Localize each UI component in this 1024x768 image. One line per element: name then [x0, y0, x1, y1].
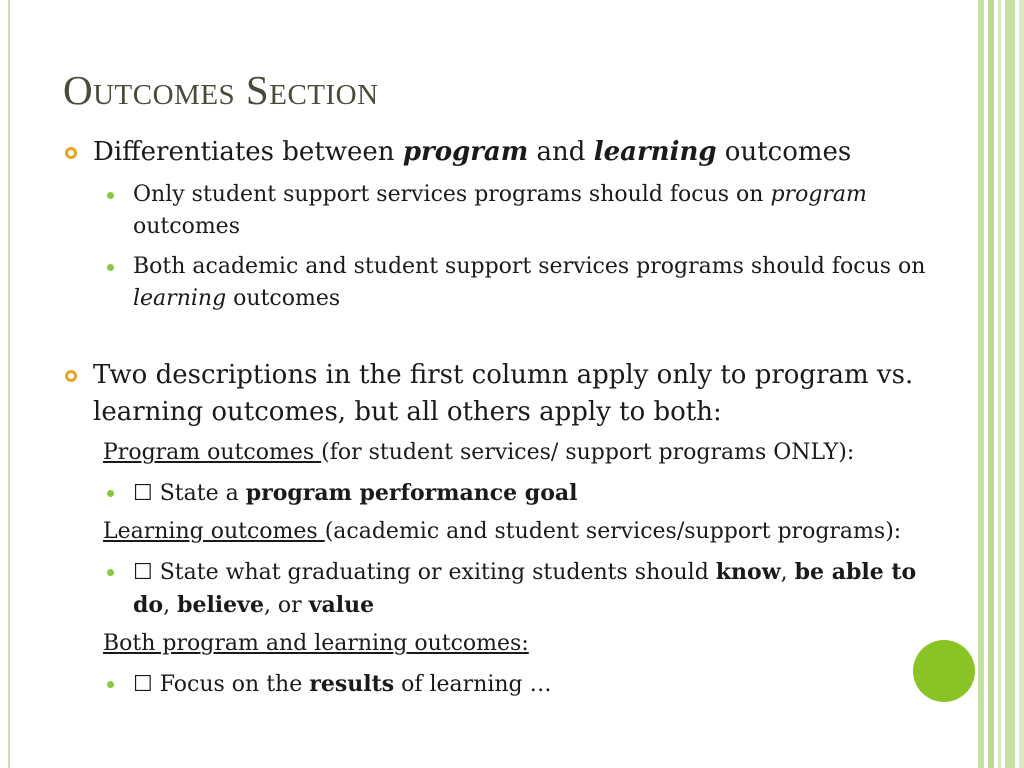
item-text: of learning …: [394, 672, 552, 697]
bullet-text: outcomes: [716, 137, 852, 167]
stripe: [1019, 0, 1024, 768]
checkbox-icon: ☐: [133, 672, 153, 697]
checkbox-icon: ☐: [133, 481, 153, 506]
slide-body: [63, 134, 943, 701]
learning-outcomes-label: Learning outcomes: [103, 519, 325, 544]
item-text: State a: [152, 481, 246, 506]
bold-program-performance-goal: program performance goal: [245, 480, 578, 506]
checkbox-icon: ☐: [133, 560, 153, 585]
program-outcomes-label: Program outcomes: [103, 440, 322, 465]
ring-bullet-icon: [65, 370, 77, 382]
dot-bullet-icon: [107, 681, 114, 688]
bullet-text: Two descriptions in the first column apply only to program vs. learning outcomes, but all others apply to both:: [93, 360, 914, 427]
emphasis-learning: learning: [593, 137, 717, 167]
dot-bullet-icon: [107, 569, 114, 576]
item-text: , or: [263, 593, 309, 618]
sub-bullet-program-only: [63, 179, 943, 243]
sub-bullet-text: outcomes: [133, 214, 240, 239]
ring-bullet-icon: [65, 147, 77, 159]
slide-title: Outcomes Section: [63, 67, 379, 113]
stripe: [1005, 0, 1015, 768]
green-circle-decoration: [913, 640, 975, 702]
left-border-line: [8, 0, 10, 768]
emphasis-program: program: [402, 137, 529, 167]
sub-bullet-text: Both academic and student support services programs should focus on: [133, 254, 926, 279]
both-outcomes-label: Both program and learning outcomes:: [103, 631, 529, 656]
bullet-two-descriptions: [63, 357, 943, 431]
dot-bullet-icon: [107, 192, 114, 199]
dot-bullet-icon: [107, 264, 114, 271]
bold-value: value: [308, 592, 375, 618]
bold-know: know: [715, 559, 781, 585]
both-outcomes-heading: [63, 628, 943, 660]
stripe: [978, 0, 984, 768]
bullet-text: Differentiates between: [93, 137, 403, 167]
item-text: ,: [780, 560, 795, 585]
bullet-differentiates: [63, 134, 943, 171]
program-outcomes-item: [63, 477, 943, 510]
sub-bullet-text: outcomes: [226, 286, 341, 311]
stripe: [998, 0, 1001, 768]
emphasis-program: program: [770, 182, 867, 207]
stripe: [988, 0, 994, 768]
learning-outcomes-heading: [63, 516, 943, 548]
right-stripe-decoration: [978, 0, 1024, 768]
sub-bullet-text: Only student support services programs should focus on: [133, 182, 771, 207]
sub-bullet-learning-both: [63, 251, 943, 315]
program-outcomes-note: (for student services/ support programs ONLY):: [321, 440, 855, 465]
learning-outcomes-item: [63, 556, 943, 622]
program-outcomes-heading: [63, 437, 943, 469]
item-text: State what graduating or exiting students should: [152, 560, 716, 585]
bold-results: results: [309, 671, 395, 697]
learning-outcomes-note: (academic and student services/support programs):: [324, 519, 902, 544]
both-outcomes-item: [63, 668, 943, 701]
item-text: ,: [163, 593, 178, 618]
item-text: Focus on the: [152, 672, 310, 697]
bullet-text: and: [528, 137, 594, 167]
bold-believe: believe: [177, 592, 264, 618]
bold-be-able-to-do: be able to do: [133, 559, 917, 618]
emphasis-learning: learning: [133, 286, 227, 311]
dot-bullet-icon: [107, 490, 114, 497]
